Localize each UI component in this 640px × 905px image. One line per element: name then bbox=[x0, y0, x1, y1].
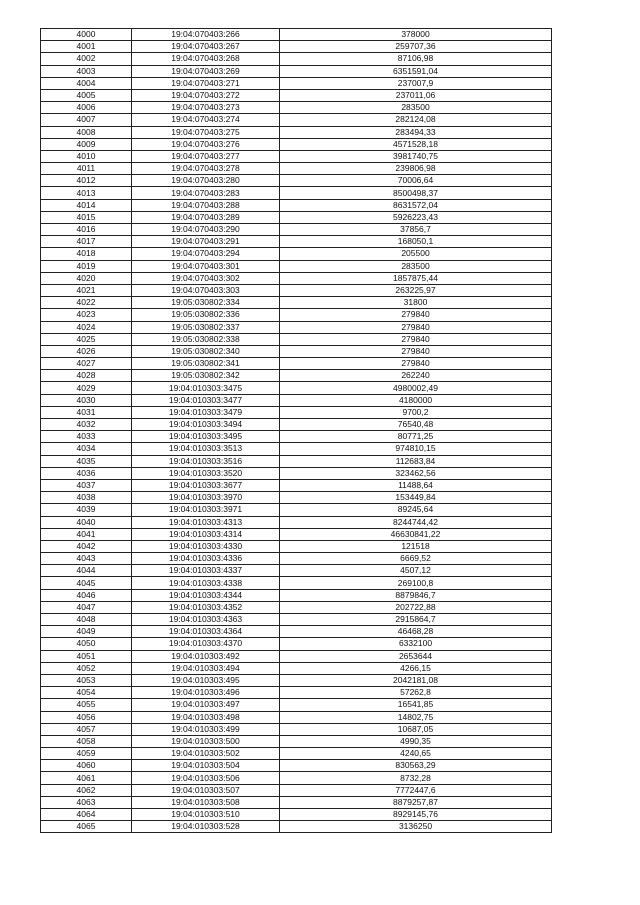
table-row bbox=[41, 406, 552, 418]
cadastral-number-cell: 19:04:010303:510 bbox=[132, 809, 280, 821]
table-row bbox=[41, 394, 552, 406]
table-row bbox=[41, 284, 552, 296]
cadastral-number-cell: 19:04:010303:3516 bbox=[132, 455, 280, 467]
table-row bbox=[41, 53, 552, 65]
row-number-cell: 4049 bbox=[41, 626, 132, 638]
cadastral-number-cell: 19:04:070403:267 bbox=[132, 41, 280, 53]
cadastral-number-cell: 19:04:070403:280 bbox=[132, 175, 280, 187]
row-number-cell: 4022 bbox=[41, 297, 132, 309]
value-cell: 282124,08 bbox=[280, 114, 552, 126]
row-number-cell: 4061 bbox=[41, 772, 132, 784]
table-row bbox=[41, 224, 552, 236]
cadastral-number-cell: 19:04:010303:3477 bbox=[132, 394, 280, 406]
table-row bbox=[41, 711, 552, 723]
row-number-cell: 4042 bbox=[41, 540, 132, 552]
table-row bbox=[41, 345, 552, 357]
value-cell: 6351591,04 bbox=[280, 65, 552, 77]
table-row bbox=[41, 126, 552, 138]
cadastral-number-cell: 19:04:010303:4364 bbox=[132, 626, 280, 638]
row-number-cell: 4054 bbox=[41, 687, 132, 699]
table-row bbox=[41, 516, 552, 528]
row-number-cell: 4027 bbox=[41, 358, 132, 370]
value-cell: 8631572,04 bbox=[280, 199, 552, 211]
table-row bbox=[41, 29, 552, 41]
cadastral-number-cell: 19:04:010303:494 bbox=[132, 662, 280, 674]
table-row bbox=[41, 626, 552, 638]
row-number-cell: 4046 bbox=[41, 589, 132, 601]
value-cell: 112683,84 bbox=[280, 455, 552, 467]
value-cell: 279840 bbox=[280, 321, 552, 333]
value-cell: 121518 bbox=[280, 540, 552, 552]
cadastral-number-cell: 19:04:070403:290 bbox=[132, 224, 280, 236]
value-cell: 830563,29 bbox=[280, 760, 552, 772]
table-row bbox=[41, 650, 552, 662]
cadastral-number-cell: 19:04:010303:4314 bbox=[132, 528, 280, 540]
table-row bbox=[41, 260, 552, 272]
row-number-cell: 4064 bbox=[41, 809, 132, 821]
cadastral-number-cell: 19:04:010303:3971 bbox=[132, 504, 280, 516]
cadastral-number-cell: 19:04:070403:269 bbox=[132, 65, 280, 77]
table-row bbox=[41, 41, 552, 53]
table-row bbox=[41, 796, 552, 808]
table-row bbox=[41, 504, 552, 516]
value-cell: 4507,12 bbox=[280, 565, 552, 577]
value-cell: 2653644 bbox=[280, 650, 552, 662]
value-cell: 279840 bbox=[280, 333, 552, 345]
row-number-cell: 4028 bbox=[41, 370, 132, 382]
value-cell: 205500 bbox=[280, 248, 552, 260]
table-row bbox=[41, 540, 552, 552]
value-cell: 202722,88 bbox=[280, 601, 552, 613]
row-number-cell: 4025 bbox=[41, 333, 132, 345]
value-cell: 8244744,42 bbox=[280, 516, 552, 528]
cadastral-number-cell: 19:04:070403:276 bbox=[132, 138, 280, 150]
table-row bbox=[41, 211, 552, 223]
row-number-cell: 4058 bbox=[41, 735, 132, 747]
value-cell: 8879846,7 bbox=[280, 589, 552, 601]
row-number-cell: 4057 bbox=[41, 723, 132, 735]
cadastral-number-cell: 19:05:030802:341 bbox=[132, 358, 280, 370]
value-cell: 87106,98 bbox=[280, 53, 552, 65]
table-row bbox=[41, 699, 552, 711]
value-cell: 153449,84 bbox=[280, 492, 552, 504]
row-number-cell: 4039 bbox=[41, 504, 132, 516]
table-row bbox=[41, 492, 552, 504]
row-number-cell: 4016 bbox=[41, 224, 132, 236]
row-number-cell: 4053 bbox=[41, 674, 132, 686]
cadastral-number-cell: 19:04:010303:506 bbox=[132, 772, 280, 784]
cadastral-value-table bbox=[40, 28, 552, 833]
cadastral-number-cell: 19:04:010303:496 bbox=[132, 687, 280, 699]
row-number-cell: 4035 bbox=[41, 455, 132, 467]
cadastral-number-cell: 19:04:010303:495 bbox=[132, 674, 280, 686]
row-number-cell: 4004 bbox=[41, 77, 132, 89]
row-number-cell: 4024 bbox=[41, 321, 132, 333]
table-row bbox=[41, 431, 552, 443]
value-cell: 89245,64 bbox=[280, 504, 552, 516]
cadastral-number-cell: 19:04:010303:3494 bbox=[132, 419, 280, 431]
cadastral-number-cell: 19:04:070403:274 bbox=[132, 114, 280, 126]
cadastral-number-cell: 19:04:070403:272 bbox=[132, 89, 280, 101]
row-number-cell: 4047 bbox=[41, 601, 132, 613]
row-number-cell: 4034 bbox=[41, 443, 132, 455]
value-cell: 8732,28 bbox=[280, 772, 552, 784]
value-cell: 283500 bbox=[280, 260, 552, 272]
cadastral-number-cell: 19:04:070403:289 bbox=[132, 211, 280, 223]
cadastral-number-cell: 19:04:010303:502 bbox=[132, 748, 280, 760]
cadastral-number-cell: 19:04:070403:271 bbox=[132, 77, 280, 89]
table-row bbox=[41, 236, 552, 248]
value-cell: 8500498,37 bbox=[280, 187, 552, 199]
value-cell: 3981740,75 bbox=[280, 150, 552, 162]
table-row bbox=[41, 638, 552, 650]
row-number-cell: 4044 bbox=[41, 565, 132, 577]
value-cell: 9700,2 bbox=[280, 406, 552, 418]
table-row bbox=[41, 65, 552, 77]
table-row bbox=[41, 528, 552, 540]
row-number-cell: 4010 bbox=[41, 150, 132, 162]
value-cell: 1857875,44 bbox=[280, 272, 552, 284]
value-cell: 4990,35 bbox=[280, 735, 552, 747]
table-row bbox=[41, 370, 552, 382]
row-number-cell: 4011 bbox=[41, 163, 132, 175]
cadastral-number-cell: 19:05:030802:334 bbox=[132, 297, 280, 309]
row-number-cell: 4060 bbox=[41, 760, 132, 772]
cadastral-number-cell: 19:04:010303:4344 bbox=[132, 589, 280, 601]
cadastral-number-cell: 19:04:010303:4313 bbox=[132, 516, 280, 528]
value-cell: 16541,85 bbox=[280, 699, 552, 711]
value-cell: 8879257,87 bbox=[280, 796, 552, 808]
row-number-cell: 4048 bbox=[41, 614, 132, 626]
table-row bbox=[41, 187, 552, 199]
table-row bbox=[41, 479, 552, 491]
cadastral-number-cell: 19:05:030802:336 bbox=[132, 309, 280, 321]
cadastral-number-cell: 19:05:030802:340 bbox=[132, 345, 280, 357]
value-cell: 37856,7 bbox=[280, 224, 552, 236]
table-body bbox=[41, 29, 552, 833]
table-row bbox=[41, 114, 552, 126]
table-row bbox=[41, 723, 552, 735]
row-number-cell: 4013 bbox=[41, 187, 132, 199]
cadastral-number-cell: 19:04:070403:278 bbox=[132, 163, 280, 175]
value-cell: 46468,28 bbox=[280, 626, 552, 638]
table-row bbox=[41, 687, 552, 699]
table-row bbox=[41, 163, 552, 175]
value-cell: 263225,97 bbox=[280, 284, 552, 296]
value-cell: 259707,36 bbox=[280, 41, 552, 53]
cadastral-number-cell: 19:04:010303:528 bbox=[132, 821, 280, 833]
value-cell: 168050,1 bbox=[280, 236, 552, 248]
row-number-cell: 4051 bbox=[41, 650, 132, 662]
cadastral-number-cell: 19:04:010303:499 bbox=[132, 723, 280, 735]
table-row bbox=[41, 467, 552, 479]
cadastral-number-cell: 19:04:070403:266 bbox=[132, 29, 280, 41]
cadastral-number-cell: 19:04:070403:288 bbox=[132, 199, 280, 211]
row-number-cell: 4043 bbox=[41, 553, 132, 565]
value-cell: 262240 bbox=[280, 370, 552, 382]
table-row bbox=[41, 735, 552, 747]
table-row bbox=[41, 358, 552, 370]
table-row bbox=[41, 760, 552, 772]
row-number-cell: 4059 bbox=[41, 748, 132, 760]
cadastral-number-cell: 19:04:010303:3495 bbox=[132, 431, 280, 443]
value-cell: 237011,06 bbox=[280, 89, 552, 101]
value-cell: 279840 bbox=[280, 309, 552, 321]
cadastral-number-cell: 19:04:010303:507 bbox=[132, 784, 280, 796]
row-number-cell: 4019 bbox=[41, 260, 132, 272]
table-row bbox=[41, 175, 552, 187]
cadastral-number-cell: 19:04:070403:291 bbox=[132, 236, 280, 248]
row-number-cell: 4017 bbox=[41, 236, 132, 248]
row-number-cell: 4023 bbox=[41, 309, 132, 321]
row-number-cell: 4026 bbox=[41, 345, 132, 357]
table-row bbox=[41, 614, 552, 626]
value-cell: 7772447,6 bbox=[280, 784, 552, 796]
cadastral-number-cell: 19:04:070403:268 bbox=[132, 53, 280, 65]
value-cell: 378000 bbox=[280, 29, 552, 41]
cadastral-number-cell: 19:04:010303:3475 bbox=[132, 382, 280, 394]
row-number-cell: 4012 bbox=[41, 175, 132, 187]
value-cell: 2915864,7 bbox=[280, 614, 552, 626]
row-number-cell: 4030 bbox=[41, 394, 132, 406]
row-number-cell: 4003 bbox=[41, 65, 132, 77]
value-cell: 239806,98 bbox=[280, 163, 552, 175]
cadastral-number-cell: 19:04:010303:500 bbox=[132, 735, 280, 747]
cadastral-number-cell: 19:04:010303:3677 bbox=[132, 479, 280, 491]
cadastral-number-cell: 19:04:010303:3513 bbox=[132, 443, 280, 455]
value-cell: 4980002,49 bbox=[280, 382, 552, 394]
cadastral-number-cell: 19:04:070403:302 bbox=[132, 272, 280, 284]
row-number-cell: 4002 bbox=[41, 53, 132, 65]
table-row bbox=[41, 662, 552, 674]
cadastral-number-cell: 19:04:010303:498 bbox=[132, 711, 280, 723]
table-row bbox=[41, 748, 552, 760]
cadastral-number-cell: 19:04:070403:301 bbox=[132, 260, 280, 272]
row-number-cell: 4008 bbox=[41, 126, 132, 138]
row-number-cell: 4005 bbox=[41, 89, 132, 101]
table-row bbox=[41, 89, 552, 101]
table-row bbox=[41, 309, 552, 321]
cadastral-number-cell: 19:04:010303:4363 bbox=[132, 614, 280, 626]
value-cell: 974810,15 bbox=[280, 443, 552, 455]
value-cell: 269100,8 bbox=[280, 577, 552, 589]
table-row bbox=[41, 102, 552, 114]
row-number-cell: 4041 bbox=[41, 528, 132, 540]
value-cell: 4571528,18 bbox=[280, 138, 552, 150]
value-cell: 283500 bbox=[280, 102, 552, 114]
cadastral-number-cell: 19:04:070403:294 bbox=[132, 248, 280, 260]
row-number-cell: 4045 bbox=[41, 577, 132, 589]
value-cell: 237007,9 bbox=[280, 77, 552, 89]
row-number-cell: 4032 bbox=[41, 419, 132, 431]
table-row bbox=[41, 455, 552, 467]
value-cell: 6332100 bbox=[280, 638, 552, 650]
table-row bbox=[41, 199, 552, 211]
table-row bbox=[41, 821, 552, 833]
value-cell: 279840 bbox=[280, 358, 552, 370]
cadastral-number-cell: 19:04:010303:4337 bbox=[132, 565, 280, 577]
value-cell: 80771,25 bbox=[280, 431, 552, 443]
table-row bbox=[41, 382, 552, 394]
row-number-cell: 4065 bbox=[41, 821, 132, 833]
row-number-cell: 4055 bbox=[41, 699, 132, 711]
cadastral-number-cell: 19:04:070403:277 bbox=[132, 150, 280, 162]
cadastral-number-cell: 19:04:010303:497 bbox=[132, 699, 280, 711]
value-cell: 4240,65 bbox=[280, 748, 552, 760]
row-number-cell: 4033 bbox=[41, 431, 132, 443]
value-cell: 46630841,22 bbox=[280, 528, 552, 540]
table-row bbox=[41, 419, 552, 431]
value-cell: 3136250 bbox=[280, 821, 552, 833]
cadastral-number-cell: 19:04:070403:283 bbox=[132, 187, 280, 199]
cadastral-number-cell: 19:04:010303:4370 bbox=[132, 638, 280, 650]
row-number-cell: 4014 bbox=[41, 199, 132, 211]
row-number-cell: 4040 bbox=[41, 516, 132, 528]
row-number-cell: 4036 bbox=[41, 467, 132, 479]
table-row bbox=[41, 333, 552, 345]
value-cell: 57262,8 bbox=[280, 687, 552, 699]
row-number-cell: 4037 bbox=[41, 479, 132, 491]
row-number-cell: 4038 bbox=[41, 492, 132, 504]
value-cell: 11488,64 bbox=[280, 479, 552, 491]
cadastral-number-cell: 19:04:010303:4330 bbox=[132, 540, 280, 552]
row-number-cell: 4062 bbox=[41, 784, 132, 796]
table-row bbox=[41, 443, 552, 455]
row-number-cell: 4029 bbox=[41, 382, 132, 394]
table-row bbox=[41, 150, 552, 162]
value-cell: 10687,05 bbox=[280, 723, 552, 735]
row-number-cell: 4015 bbox=[41, 211, 132, 223]
table-row bbox=[41, 809, 552, 821]
row-number-cell: 4009 bbox=[41, 138, 132, 150]
cadastral-number-cell: 19:04:010303:4338 bbox=[132, 577, 280, 589]
table-row bbox=[41, 565, 552, 577]
table-row bbox=[41, 601, 552, 613]
table-row bbox=[41, 272, 552, 284]
table-row bbox=[41, 321, 552, 333]
table-row bbox=[41, 248, 552, 260]
table-row bbox=[41, 138, 552, 150]
row-number-cell: 4021 bbox=[41, 284, 132, 296]
row-number-cell: 4000 bbox=[41, 29, 132, 41]
value-cell: 283494,33 bbox=[280, 126, 552, 138]
value-cell: 2042181,08 bbox=[280, 674, 552, 686]
table-row bbox=[41, 297, 552, 309]
value-cell: 14802,75 bbox=[280, 711, 552, 723]
row-number-cell: 4006 bbox=[41, 102, 132, 114]
cadastral-number-cell: 19:04:010303:492 bbox=[132, 650, 280, 662]
row-number-cell: 4056 bbox=[41, 711, 132, 723]
table-row bbox=[41, 674, 552, 686]
row-number-cell: 4007 bbox=[41, 114, 132, 126]
value-cell: 8929145,76 bbox=[280, 809, 552, 821]
cadastral-number-cell: 19:04:070403:275 bbox=[132, 126, 280, 138]
cadastral-number-cell: 19:04:010303:3520 bbox=[132, 467, 280, 479]
value-cell: 4180000 bbox=[280, 394, 552, 406]
cadastral-number-cell: 19:04:070403:303 bbox=[132, 284, 280, 296]
cadastral-number-cell: 19:04:010303:504 bbox=[132, 760, 280, 772]
table-row bbox=[41, 589, 552, 601]
table-row bbox=[41, 784, 552, 796]
table-row bbox=[41, 577, 552, 589]
value-cell: 76540,48 bbox=[280, 419, 552, 431]
row-number-cell: 4020 bbox=[41, 272, 132, 284]
cadastral-number-cell: 19:04:010303:508 bbox=[132, 796, 280, 808]
value-cell: 323462,56 bbox=[280, 467, 552, 479]
row-number-cell: 4063 bbox=[41, 796, 132, 808]
cadastral-number-cell: 19:05:030802:338 bbox=[132, 333, 280, 345]
row-number-cell: 4018 bbox=[41, 248, 132, 260]
value-cell: 6669,52 bbox=[280, 553, 552, 565]
cadastral-number-cell: 19:05:030802:337 bbox=[132, 321, 280, 333]
table-row bbox=[41, 772, 552, 784]
cadastral-number-cell: 19:04:010303:4336 bbox=[132, 553, 280, 565]
value-cell: 4266,15 bbox=[280, 662, 552, 674]
row-number-cell: 4052 bbox=[41, 662, 132, 674]
value-cell: 70006,64 bbox=[280, 175, 552, 187]
row-number-cell: 4001 bbox=[41, 41, 132, 53]
value-cell: 279840 bbox=[280, 345, 552, 357]
row-number-cell: 4031 bbox=[41, 406, 132, 418]
row-number-cell: 4050 bbox=[41, 638, 132, 650]
table-row bbox=[41, 553, 552, 565]
value-cell: 31800 bbox=[280, 297, 552, 309]
cadastral-number-cell: 19:04:010303:4352 bbox=[132, 601, 280, 613]
value-cell: 5926223,43 bbox=[280, 211, 552, 223]
table-row bbox=[41, 77, 552, 89]
cadastral-number-cell: 19:04:070403:273 bbox=[132, 102, 280, 114]
cadastral-number-cell: 19:04:010303:3479 bbox=[132, 406, 280, 418]
cadastral-number-cell: 19:05:030802:342 bbox=[132, 370, 280, 382]
cadastral-number-cell: 19:04:010303:3970 bbox=[132, 492, 280, 504]
